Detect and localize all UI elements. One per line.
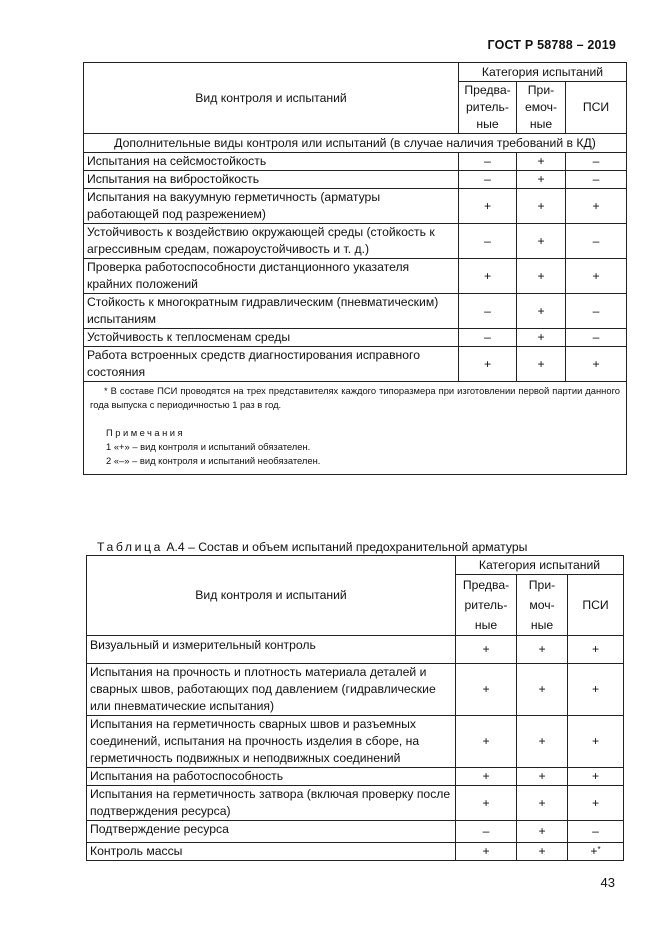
page-number: 43 — [600, 875, 615, 890]
table-row — [84, 189, 627, 224]
mark-preliminary: + — [459, 347, 517, 382]
mark-preliminary: – — [459, 329, 517, 347]
test-name: Визуальный и измерительный контроль — [87, 636, 456, 664]
mark-psi: + — [566, 259, 627, 294]
mark-acceptance: + — [517, 329, 566, 347]
test-name: Испытания на герметичность сварных швов и разъемных соединений, испытания на прочность изделия в сборе, на герметичность подвижных и неподвижных соединений — [87, 716, 456, 768]
table-caption-text: А.4 – Состав и объем испытаний предохранительной арматуры — [166, 540, 528, 554]
column-header-preliminary: Предва- ритель- ные — [456, 575, 517, 636]
mark-acceptance: + — [517, 171, 566, 189]
mark-acceptance: + — [517, 636, 568, 664]
test-categories-table-continued — [83, 62, 627, 475]
mark-psi: + — [566, 189, 627, 224]
test-name: Контроль массы — [87, 843, 456, 861]
note-item: 1 «+» – вид контроля и испытаний обязателен. — [106, 441, 311, 452]
mark-preliminary: – — [456, 821, 517, 843]
table-row — [84, 347, 627, 382]
table-row — [87, 786, 624, 821]
footnote-marker: * — [597, 845, 601, 854]
mark-psi: – — [566, 224, 627, 259]
column-header-acceptance: При- моч- ные — [517, 575, 568, 636]
mark-preliminary: + — [456, 843, 517, 861]
mark-preliminary: + — [459, 259, 517, 294]
test-name: Устойчивость к воздействию окружающей среды (стойкость к агрессивным средам, пожароустойчивость и т. д.) — [84, 224, 459, 259]
column-header-psi: ПСИ — [568, 575, 624, 636]
test-name: Проверка работоспособности дистанционного указателя крайних положений — [84, 259, 459, 294]
table-row — [87, 716, 624, 768]
test-name: Работа встроенных средств диагностирования исправного состояния — [84, 347, 459, 382]
mark-acceptance: + — [517, 294, 566, 329]
mark-preliminary: – — [459, 171, 517, 189]
mark-acceptance: + — [517, 224, 566, 259]
mark-psi: – — [566, 294, 627, 329]
mark-acceptance: + — [517, 259, 566, 294]
test-name: Подтверждение ресурса — [87, 821, 456, 843]
table-caption-label: Таблица — [97, 540, 163, 554]
mark-psi: – — [566, 153, 627, 171]
mark-preliminary: + — [456, 786, 517, 821]
mark-preliminary: + — [459, 189, 517, 224]
mark-psi: – — [566, 171, 627, 189]
test-name: Испытания на вибростойкость — [84, 171, 459, 189]
test-name: Устойчивость к теплосменам среды — [84, 329, 459, 347]
table-notes — [84, 382, 627, 475]
mark-preliminary: – — [459, 224, 517, 259]
mark-acceptance: + — [517, 716, 568, 768]
table-row — [87, 664, 624, 716]
document-standard-code: ГОСТ Р 58788 – 2019 — [487, 38, 616, 52]
notes-title: Примечания — [106, 427, 186, 438]
table-row — [87, 821, 624, 843]
table-row — [84, 224, 627, 259]
mark-acceptance: + — [517, 768, 568, 786]
mark-preliminary: + — [456, 664, 517, 716]
mark-psi: – — [568, 821, 624, 843]
column-header-acceptance: При- емоч- ные — [517, 82, 566, 134]
section-row-additional-tests: Дополнительные виды контроля или испытаний (в случае наличия требований в КД) — [84, 134, 627, 153]
test-name: Испытания на герметичность затвора (включая проверку после подтверждения ресурса) — [87, 786, 456, 821]
table-row — [87, 843, 624, 861]
column-header-psi: ПСИ — [566, 82, 627, 134]
mark-preliminary: + — [456, 768, 517, 786]
table-row — [87, 636, 624, 664]
column-header-test-type: Вид контроля и испытаний — [84, 63, 459, 134]
table-row — [84, 329, 627, 347]
column-header-test-type: Вид контроля и испытаний — [87, 556, 456, 636]
mark-psi: + — [568, 768, 624, 786]
mark-acceptance: + — [517, 189, 566, 224]
test-name: Стойкость к многократным гидравлическим (пневматическим) испытаниям — [84, 294, 459, 329]
column-header-preliminary: Предва- ритель- ные — [459, 82, 517, 134]
mark-psi: + — [568, 786, 624, 821]
mark-psi: + — [568, 636, 624, 664]
mark-psi: +* — [568, 843, 624, 861]
mark-acceptance: + — [517, 153, 566, 171]
table-row — [84, 153, 627, 171]
mark-preliminary: + — [456, 716, 517, 768]
safety-valve-tests-table — [86, 555, 624, 861]
mark-preliminary: + — [456, 636, 517, 664]
mark-acceptance: + — [517, 821, 568, 843]
mark-acceptance: + — [517, 843, 568, 861]
note-item: 2 «–» – вид контроля и испытаний необязателен. — [106, 455, 321, 466]
mark-acceptance: + — [517, 664, 568, 716]
mark-preliminary: – — [459, 294, 517, 329]
mark-acceptance: + — [517, 347, 566, 382]
test-name: Испытания на сейсмостойкость — [84, 153, 459, 171]
footnote: * В составе ПСИ проводятся на трех представителях каждого типоразмера при изготовлении первой партии данного года выпуска с периодичностью 1 раз в год. — [90, 385, 620, 410]
table-row — [84, 259, 627, 294]
column-header-test-category: Категория испытаний — [456, 556, 624, 575]
table-caption — [97, 540, 527, 554]
test-name: Испытания на работоспособность — [87, 768, 456, 786]
test-name: Испытания на прочность и плотность материала деталей и сварных швов, работающих под давлением (гидравлические или пневматические испытания) — [87, 664, 456, 716]
mark-preliminary: – — [459, 153, 517, 171]
mark-psi: + — [568, 664, 624, 716]
mark-psi: – — [566, 329, 627, 347]
table-row — [84, 294, 627, 329]
test-name: Испытания на вакуумную герметичность (арматуры работающей под разрежением) — [84, 189, 459, 224]
table-row — [84, 171, 627, 189]
mark-psi: + — [566, 347, 627, 382]
table-row — [87, 768, 624, 786]
mark-psi: + — [568, 716, 624, 768]
column-header-test-category: Категория испытаний — [459, 63, 627, 82]
mark-acceptance: + — [517, 786, 568, 821]
